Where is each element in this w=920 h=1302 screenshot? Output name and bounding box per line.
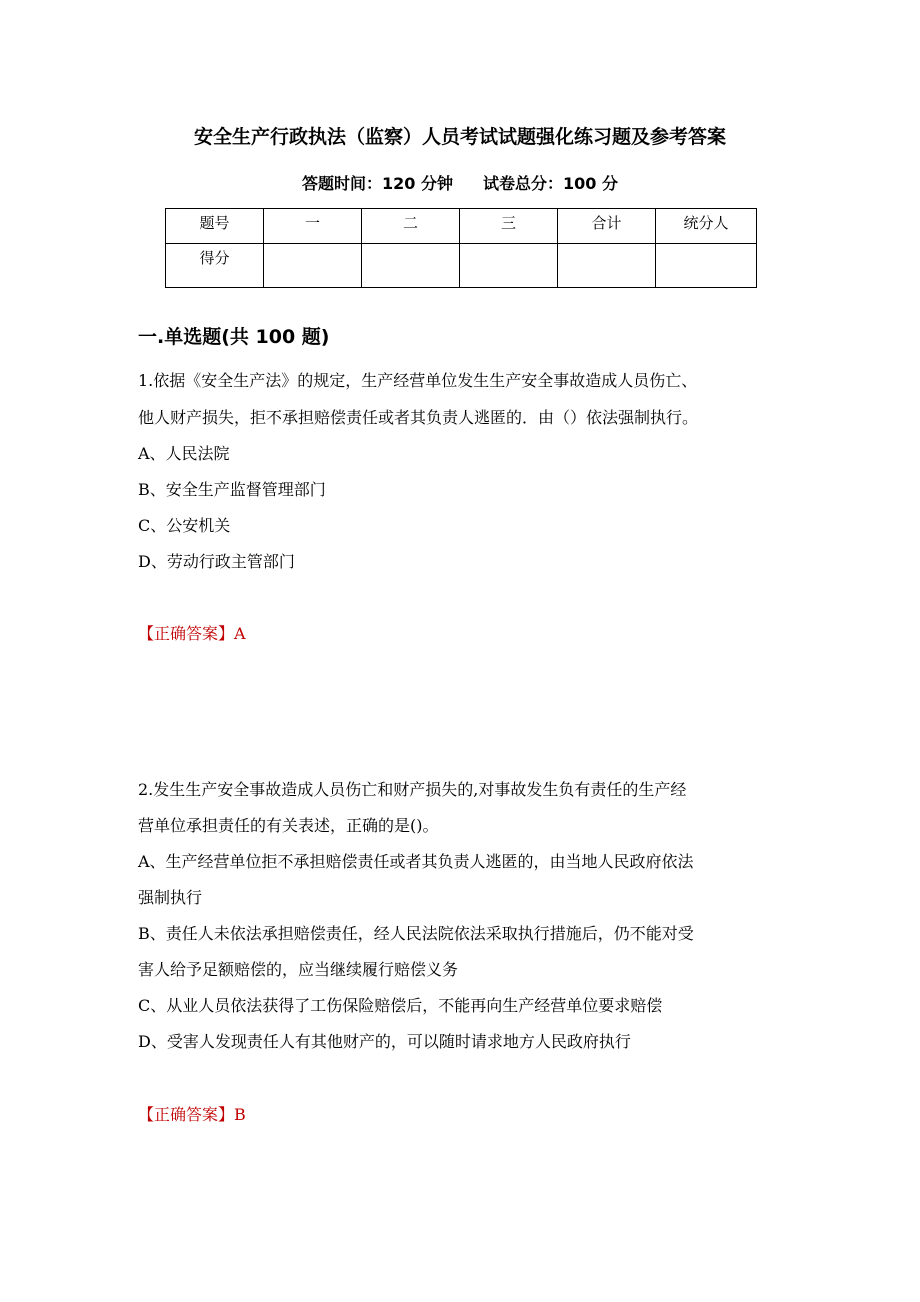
score-cell	[362, 244, 460, 288]
option-c: C、公安机关	[138, 516, 231, 535]
exam-info	[0, 171, 920, 194]
row-label-cell: 得分	[166, 244, 264, 288]
option-a-continued: 强制执行	[138, 888, 203, 907]
document-title: 安全生产行政执法（监察）人员考试试题强化练习题及参考答案	[193, 126, 726, 148]
header-cell: 一	[264, 209, 362, 244]
option-d: D、劳动行政主管部门	[138, 552, 295, 571]
option-a: A、人民法院	[138, 444, 230, 463]
score-table	[165, 208, 757, 288]
exam-time: 答题时间：120 分钟	[302, 174, 453, 193]
option-d: D、受害人发现责任人有其他财产的，可以随时请求地方人民政府执行	[138, 1032, 631, 1051]
header-cell: 三	[460, 209, 558, 244]
question-stem: 他人财产损失，拒不承担赔偿责任或者其负责人逃匿的．由（）依法强制执行。	[138, 408, 699, 427]
question-stem: 营单位承担责任的有关表述，正确的是()。	[138, 816, 439, 835]
option-c: C、从业人员依法获得了工伤保险赔偿后，不能再向生产经营单位要求赔偿	[138, 996, 663, 1015]
exam-total-score: 试卷总分：100 分	[483, 174, 618, 193]
header-cell: 题号	[166, 209, 264, 244]
option-b-continued: 害人给予足额赔偿的，应当继续履行赔偿义务	[138, 960, 459, 979]
header-cell: 二	[362, 209, 460, 244]
option-b: B、责任人未依法承担赔偿责任，经人民法院依法采取执行措施后，仍不能对受	[138, 924, 694, 943]
score-cell	[558, 244, 656, 288]
option-a: A、生产经营单位拒不承担赔偿责任或者其负责人逃匿的，由当地人民政府依法	[138, 852, 694, 871]
header-cell: 统分人	[656, 209, 757, 244]
correct-answer: 【正确答案】A	[138, 624, 246, 643]
score-table-header-row	[166, 209, 757, 244]
correct-answer: 【正确答案】B	[138, 1105, 246, 1124]
score-table-score-row	[166, 244, 757, 288]
question-stem: 2.发生生产安全事故造成人员伤亡和财产损失的,对事故发生负有责任的生产经	[138, 780, 687, 799]
score-cell	[460, 244, 558, 288]
score-cell	[264, 244, 362, 288]
header-cell: 合计	[558, 209, 656, 244]
section-title: 一.单选题(共 100 题)	[138, 326, 330, 348]
score-cell	[656, 244, 757, 288]
question-stem: 1.依据《安全生产法》的规定，生产经营单位发生生产安全事故造成人员伤亡、	[138, 371, 698, 390]
option-b: B、安全生产监督管理部门	[138, 480, 326, 499]
